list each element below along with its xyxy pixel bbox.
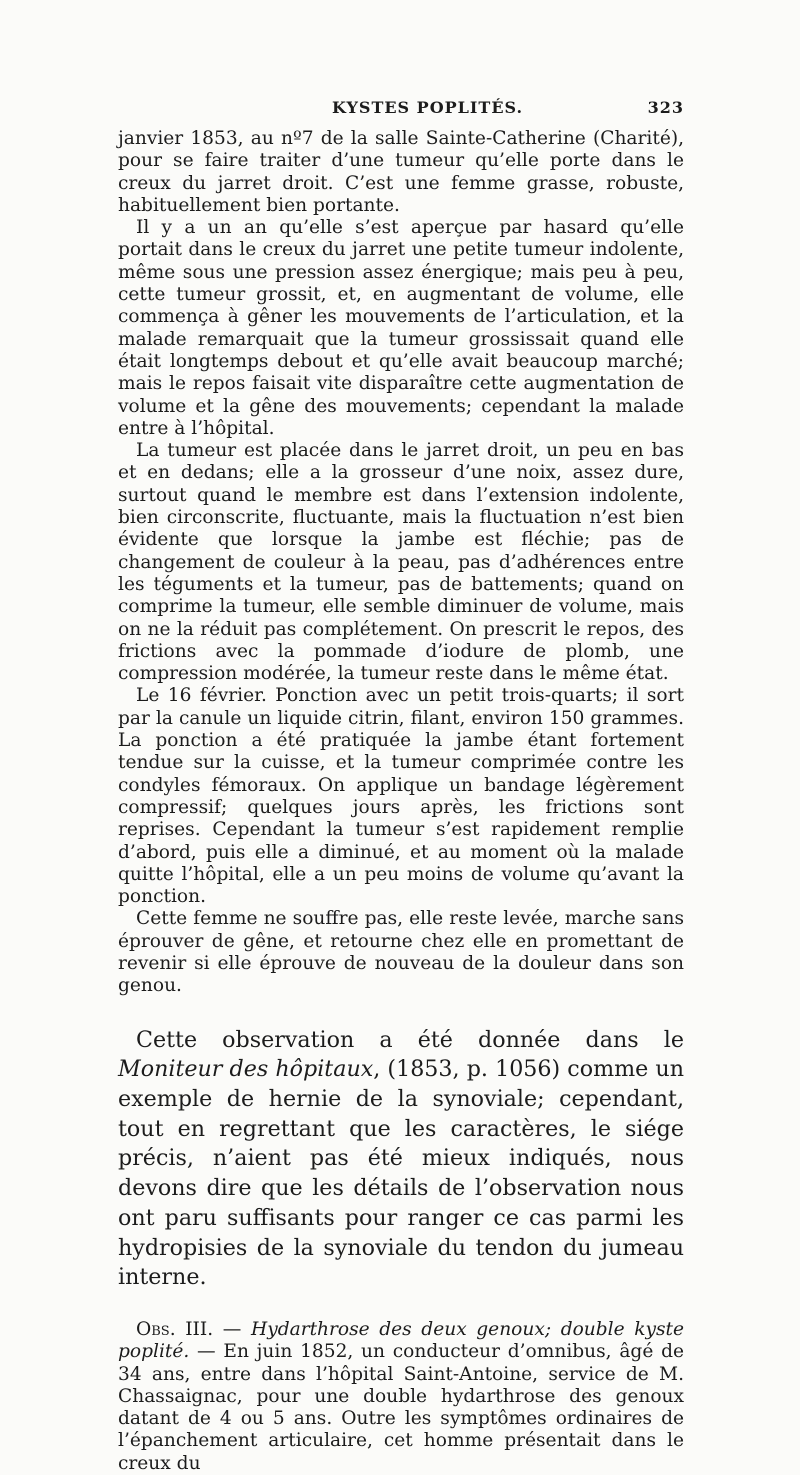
case-paragraph-3: La tumeur est placée dans le jarret droit, un peu en bas et en dedans; elle a la grosseur d’une noix, assez dure, surtout quand le membre est dans l’extension indolente, bien circonscrite, fluctuante, mais la fluctuation n’est bien évidente que lorsque la jambe est fléchie; pas de changement de couleur à la peau, pas d’adhérences entre les téguments et la tumeur, pas de battements; quand on comprime la tumeur, elle semble diminuer de volume, mais on ne la réduit pas complétement. On prescrit le repos, des frictions avec la pommade d’iodure de plomb, une compression modérée, la tumeur reste dans le même état.: [118, 440, 684, 685]
observation-dash: —: [213, 1318, 251, 1340]
running-head: KYSTES POPLITÉS.: [332, 98, 524, 117]
case-paragraph-1: janvier 1853, au nº7 de la salle Sainte-Catherine (Charité), pour se faire traiter d’une tumeur qu’elle porte dans le creux du jarret droit. C’est une femme grasse, robuste, habituellement bien portante.: [118, 128, 684, 216]
observation-dash-2: —: [189, 1341, 224, 1363]
commentary: [118, 1026, 684, 1293]
page-header: [118, 98, 684, 128]
section-gap: [118, 1293, 684, 1319]
page-number: 323: [647, 98, 684, 117]
case-paragraph-2: Il y a un an qu’elle s’est aperçue par hasard qu’elle portait dans le creux du jarret une petite tumeur indolente, même sous une pression assez énergique; mais peu à peu, cette tumeur grossit, et, en augmentant de volume, elle commença à gêner les mouvements de l’articulation, et la malade remarquait que la tumeur grossissait quand elle était longtemps debout et qu’elle avait beaucoup marché; mais le repos faisait vite disparaître cette augmentation de volume et la gêne des mouvements; cependant la malade entre à l’hôpital.: [118, 217, 684, 439]
commentary-text-end: , (1853, p. 1056) comme un exemple de hernie de la synoviale; cependant, tout en regrettant que les caractères, le siége précis, n’aient pas été mieux indiqués, nous devons dire que les détails de l’observation nous ont paru suffisants pour ranger ce cas parmi les hydropisies de la synoviale du tendon du jumeau interne.: [118, 1056, 684, 1291]
book-page: [118, 98, 684, 1475]
case-report: [118, 128, 684, 998]
observation-label: Obs. III.: [136, 1318, 214, 1340]
section-gap: [118, 998, 684, 1026]
observation-paragraph: [118, 1319, 684, 1475]
observation: [118, 1319, 684, 1475]
observation-text: En juin 1852, un conducteur d’omnibus, âgé de 34 ans, entre dans l’hôpital Saint-Antoine, service de M. Chassaignac, pour une double hydarthrose des genoux datant de 4 ou 5 ans. Outre les symptômes ordinaires de l’épanchement articulaire, cet homme présentait dans le creux du: [118, 1341, 684, 1474]
observation-title: Hydarthrose des deux genoux; double kyste poplité.: [118, 1318, 685, 1363]
journal-title: Moniteur des hôpitaux: [118, 1056, 374, 1083]
commentary-paragraph: [118, 1026, 684, 1293]
case-paragraph-4: Le 16 février. Ponction avec un petit trois-quarts; il sort par la canule un liquide citrin, filant, environ 150 grammes. La ponction a été pratiquée la jambe étant fortement tendue sur la cuisse, et la tumeur comprimée contre les condyles fémoraux. On applique un bandage légèrement compressif; quelques jours après, les frictions sont reprises. Cependant la tumeur s’est rapidement remplie d’abord, puis elle a diminué, et au moment où la malade quitte l’hôpital, elle a un peu moins de volume qu’avant la ponction.: [118, 685, 684, 908]
commentary-text-start: Cette observation a été donnée dans le: [136, 1026, 684, 1053]
case-paragraph-5: Cette femme ne souffre pas, elle reste levée, marche sans éprouver de gêne, et retourne chez elle en promettant de revenir si elle éprouve de nouveau de la douleur dans son genou.: [118, 908, 684, 997]
